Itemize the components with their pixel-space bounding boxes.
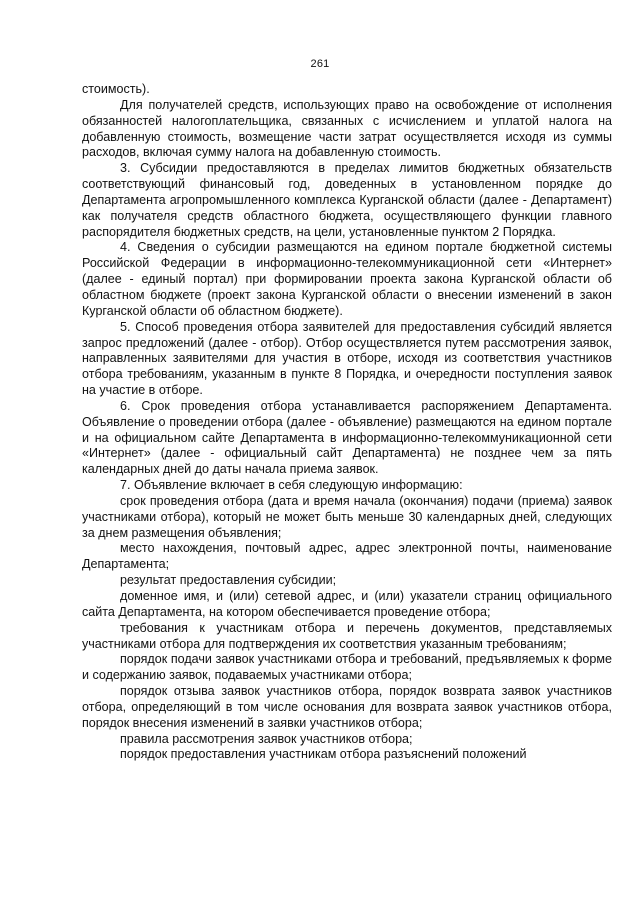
list-item-withdrawal: порядок отзыва заявок участников отбора, порядок возврата заявок участников отбора, определяющий в том числе основания для возврата заявок участников отбора, порядок внесения изменений в заявки участников отбора; <box>82 684 612 730</box>
list-item-requirements: требования к участникам отбора и перечень документов, представляемых участниками отбора для подтверждения их соответствия указанным требованиям; <box>82 620 612 651</box>
paragraph-item-5: 5. Способ проведения отбора заявителей для предоставления субсидий является запрос предложений (далее - отбор). Отбор осуществляется путем рассмотрения заявок, направленных заявителями для участия в отборе, исходя из соответствия участников отбора требованиям, указанным в пункте 8 Порядка, и очередности поступления заявок на участие в отборе. <box>82 319 612 398</box>
list-item-review-rules: правила рассмотрения заявок участников отбора; <box>120 731 413 746</box>
list-item-submission: порядок подачи заявок участниками отбора и требований, предъявляемых к форме и содержанию заявок, подаваемых участниками отбора; <box>82 652 612 683</box>
list-item-location: место нахождения, почтовый адрес, адрес электронной почты, наименование Департамента; <box>82 541 612 572</box>
paragraph-item-4: 4. Сведения о субсидии размещаются на едином портале бюджетной системы Российской Федерации в информационно-телекоммуникационной сети «Интернет» (далее - единый портал) при формировании проекта закона Курганской области об областном бюджете (проект закона Курганской области о внесении изменений в закон Курганской области об областном бюджете). <box>82 240 612 318</box>
paragraph-item-7: 7. Объявление включает в себя следующую информацию: <box>120 478 463 493</box>
list-item-deadline: срок проведения отбора (дата и время начала (окончания) подачи (приема) заявок участниками отбора), который не может быть меньше 30 календарных дней, следующих за днем размещения объявления; <box>82 493 612 540</box>
page-number: 261 <box>310 58 330 70</box>
list-item-clarifications: порядок предоставления участникам отбора разъяснений положений <box>120 747 527 762</box>
paragraph-item-3: 3. Субсидии предоставляются в пределах лимитов бюджетных обязательств соответствующий финансовый год, доведенных в установленном порядке до Департамента агропромышленного комплекса Курганской области (далее - Департамент) как получателя средств областного бюджета, осуществляющего функции главного распорядителя бюджетных средств, на цели, установленные пунктом 2 Порядка. <box>82 161 612 239</box>
document-body <box>82 82 612 763</box>
paragraph-continuation: стоимость). <box>82 82 150 96</box>
paragraph-vat-exemption: Для получателей средств, использующих право на освобождение от исполнения обязанностей налогоплательщика, связанных с исчислением и уплатой налога на добавленную стоимость, возмещение части затрат осуществляется исходя из суммы расходов, включая сумму налога на добавленную стоимость. <box>82 97 612 160</box>
list-item-domain: доменное имя, и (или) сетевой адрес, и (или) указатели страниц официального сайта Департамента, на котором обеспечивается проведение отбора; <box>82 589 612 619</box>
paragraph-item-6: 6. Срок проведения отбора устанавливается распоряжением Департамента. Объявление о проведении отбора (далее - объявление) размещаются на едином портале и на официальном сайте Департамента в информационно-телекоммуникационной сети «Интернет» (далее - официальный сайт Департамента) не позднее чем за пять календарных дней до даты начала приема заявок. <box>82 398 612 477</box>
list-item-result: результат предоставления субсидии; <box>120 573 337 588</box>
